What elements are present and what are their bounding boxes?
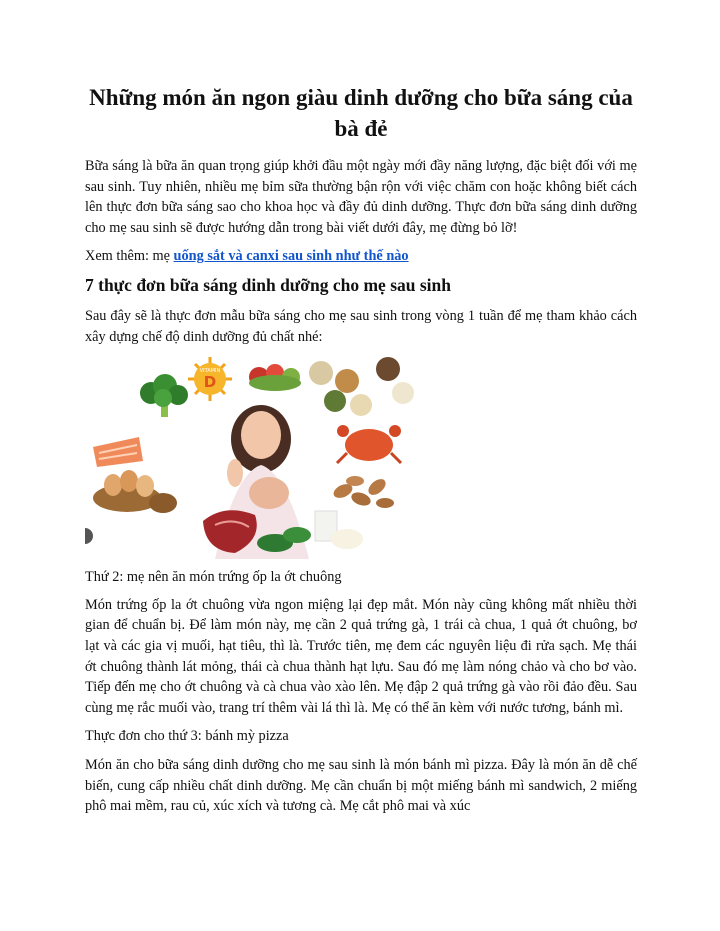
see-also-link[interactable]: uống sắt và canxi sau sinh như thế nào [173, 248, 409, 265]
vitamin-d-sun [188, 357, 232, 401]
day-caption: Thứ 2: mẹ nên ăn món trứng ốp la ớt chuông [85, 569, 342, 586]
intro-paragraph: Bữa sáng là bữa ăn quan trọng giúp khởi đầu một ngày mới đầy năng lượng, đặc biệt đối với mẹ sau sinh. Tuy nhiên, nhiều mẹ bỉm sữa thường bận rộn với việc chăm con hoặc không biết cách lên thực đơn bữa sáng sao cho khoa học và đầy đủ dinh dưỡng. Thực đơn bữa sáng dinh dưỡng cho mẹ sau sinh sẽ được hướng dẫn trong bài viết dưới đây, mẹ đừng bỏ lỡ! [85, 158, 637, 236]
dairy [315, 511, 363, 549]
almonds [331, 476, 394, 508]
see-also [85, 246, 637, 267]
fruit-bowl [249, 364, 301, 391]
page-title: Những món ăn ngon giàu dinh dưỡng cho bữa sáng của bà đẻ [89, 85, 633, 141]
slider-prev-icon[interactable] [85, 528, 93, 544]
salmon [93, 437, 143, 467]
vitamin-label: VITAMIN [199, 368, 221, 375]
food-circle-image [85, 353, 425, 559]
day-caption: Thực đơn cho thứ 3: bánh mỳ pizza [85, 728, 289, 745]
nutrition-illustration [85, 353, 425, 559]
section-heading: 7 thực đơn bữa sáng dinh dưỡng cho mẹ sau sinh [85, 274, 452, 295]
crab [337, 425, 401, 463]
recipe-paragraph: Món ăn cho bữa sáng dinh dưỡng cho mẹ sau sinh là món bánh mì pizza. Đây là món ăn dễ chế biến, cung cấp nhiều chất dinh dưỡng. Mẹ cần chuẩn bị một miếng bánh mì sandwich, 2 miếng phô mai mềm, rau củ, xúc xích và tương cà. Mẹ cắt phô mai và xúc [85, 756, 637, 815]
article [85, 82, 637, 817]
egg-basket [93, 470, 177, 513]
broccoli [140, 374, 188, 417]
recipe-paragraph: Món trứng ốp la ớt chuông vừa ngon miệng lại đẹp mắt. Món này cũng không mất nhiều thời gian để chuẩn bị. Để làm món này, mẹ cần 2 quả trứng gà, 1 trái cà chua, 1 quả ớt chuông, bơ lạt và các gia vị muối, hạt tiêu, thì là. Trước tiên, mẹ đem các nguyên liệu đi rửa sạch. Mẹ thái ớt chuông thành lát mỏng, thái cà chua thành hạt lựu. Sau đó mẹ làm nóng chảo và cho bơ vào. Tiếp đến mẹ cho ớt chuông và cà chua vào xào lên. Mẹ đập 2 quả trứng gà vào rồi đảo đều. Sau cùng mẹ rắc muối vào, trang trí thêm vài lá thì là. Mẹ có thể ăn kèm với nước tương, bánh mì. [85, 596, 637, 716]
grain-bowls [309, 357, 414, 416]
vitamin-letter: D [203, 373, 217, 392]
see-also-prefix: Xem thêm: mẹ [85, 248, 174, 265]
section-intro: Sau đây sẽ là thực đơn mẫu bữa sáng cho mẹ sau sinh trong vòng 1 tuần để mẹ tham khảo cách xây dựng chế độ dinh dưỡng đủ chất nhé: [85, 307, 637, 345]
